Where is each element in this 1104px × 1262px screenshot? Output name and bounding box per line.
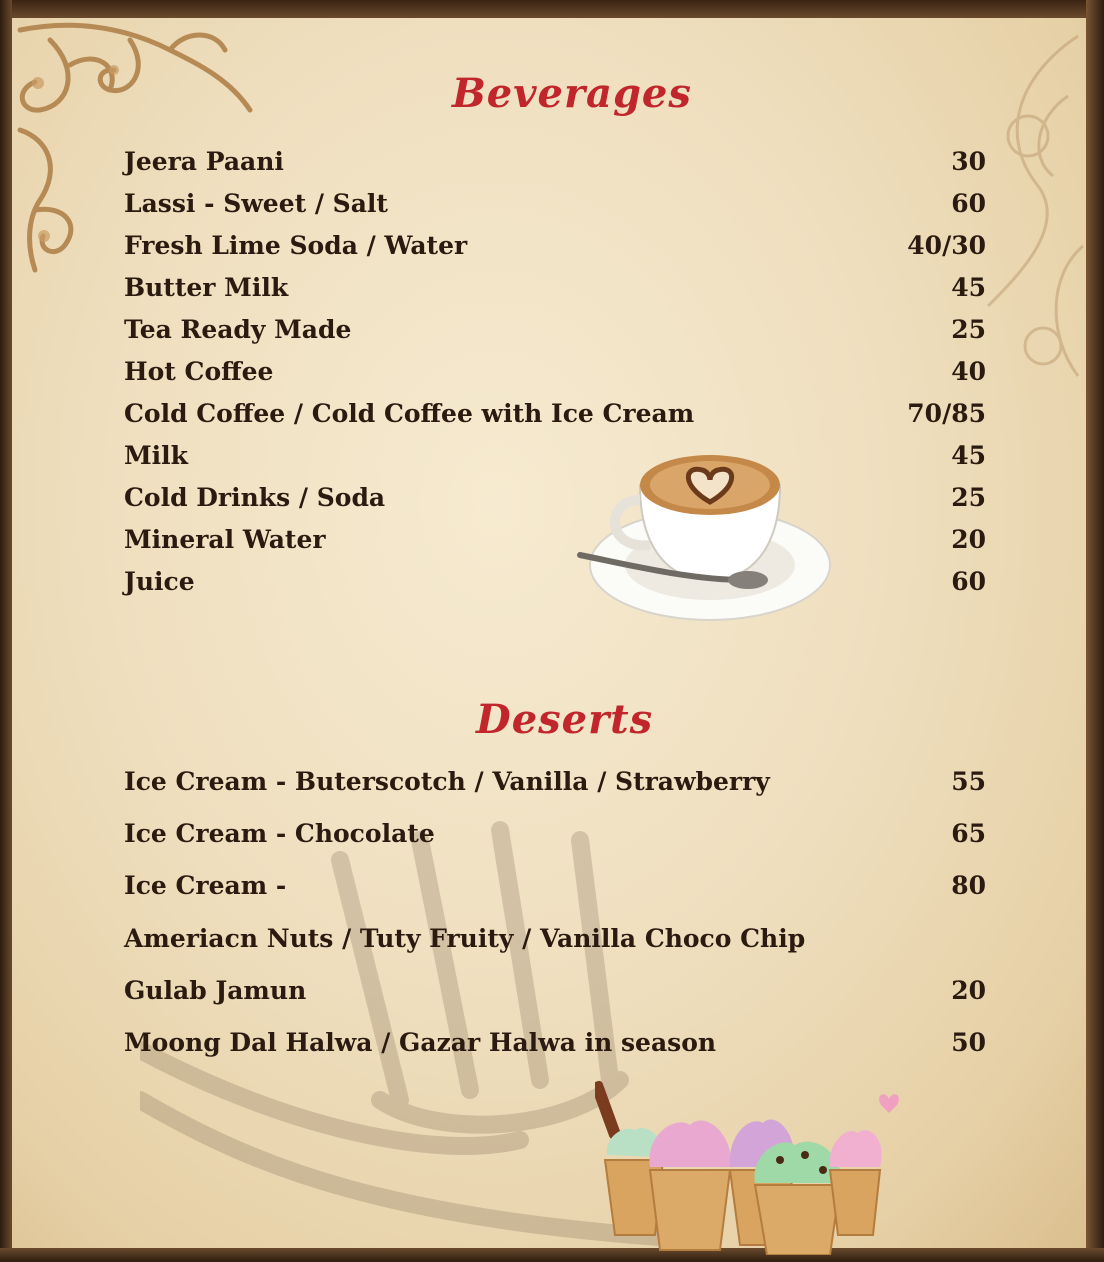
list-item [124, 767, 986, 803]
list-item [124, 567, 986, 603]
item-name: Gulab Jamun [124, 976, 307, 1005]
list-item [124, 976, 986, 1012]
item-price: 25 [951, 483, 986, 512]
frame-right [1086, 0, 1104, 1262]
ice-cream-cones-icon [595, 1075, 915, 1255]
deserts-title: Deserts [476, 696, 654, 743]
item-price: 60 [951, 567, 986, 596]
item-name: Fresh Lime Soda / Water [124, 231, 468, 260]
item-price: 65 [951, 819, 986, 848]
list-item [124, 315, 986, 351]
item-price: 70/85 [907, 399, 986, 428]
item-price: 55 [951, 767, 986, 796]
item-name: Cold Drinks / Soda [124, 483, 386, 512]
list-item [124, 525, 986, 561]
item-price: 20 [951, 976, 986, 1005]
item-price: 40/30 [907, 231, 986, 260]
list-item [124, 399, 986, 435]
list-item [124, 357, 986, 393]
item-price: 60 [951, 189, 986, 218]
item-name: Ameriacn Nuts / Tuty Fruity / Vanilla Choco Chip [124, 924, 806, 953]
item-price: 40 [951, 357, 986, 386]
item-price: 45 [951, 273, 986, 302]
frame-bottom [0, 1248, 1104, 1262]
item-name: Mineral Water [124, 525, 326, 554]
item-name: Moong Dal Halwa / Gazar Halwa in season [124, 1028, 717, 1057]
list-item [124, 483, 986, 519]
item-name: Butter Milk [124, 273, 289, 302]
item-price: 80 [951, 871, 986, 900]
list-item [124, 1028, 986, 1064]
list-item [124, 871, 986, 907]
item-name: Cold Coffee / Cold Coffee with Ice Cream [124, 399, 695, 428]
list-item [124, 441, 986, 477]
item-price: 50 [951, 1028, 986, 1057]
item-name: Ice Cream - [124, 871, 287, 900]
item-name: Milk [124, 441, 188, 470]
coffee-cup-icon [570, 440, 840, 630]
item-price: 20 [951, 525, 986, 554]
list-item [124, 147, 986, 183]
item-price: 30 [951, 147, 986, 176]
item-name: Jeera Paani [124, 147, 284, 176]
item-name: Tea Ready Made [124, 315, 352, 344]
item-name: Hot Coffee [124, 357, 274, 386]
beverages-title: Beverages [452, 70, 692, 117]
item-price: 25 [951, 315, 986, 344]
list-item [124, 819, 986, 855]
item-name: Ice Cream - Chocolate [124, 819, 435, 848]
list-item [124, 273, 986, 309]
item-name: Ice Cream - Buterscotch / Vanilla / Strawberry [124, 767, 770, 796]
list-item [124, 231, 986, 267]
item-name: Lassi - Sweet / Salt [124, 189, 388, 218]
item-price: 45 [951, 441, 986, 470]
item-name: Juice [124, 567, 195, 596]
list-item [124, 924, 986, 960]
list-item [124, 189, 986, 225]
